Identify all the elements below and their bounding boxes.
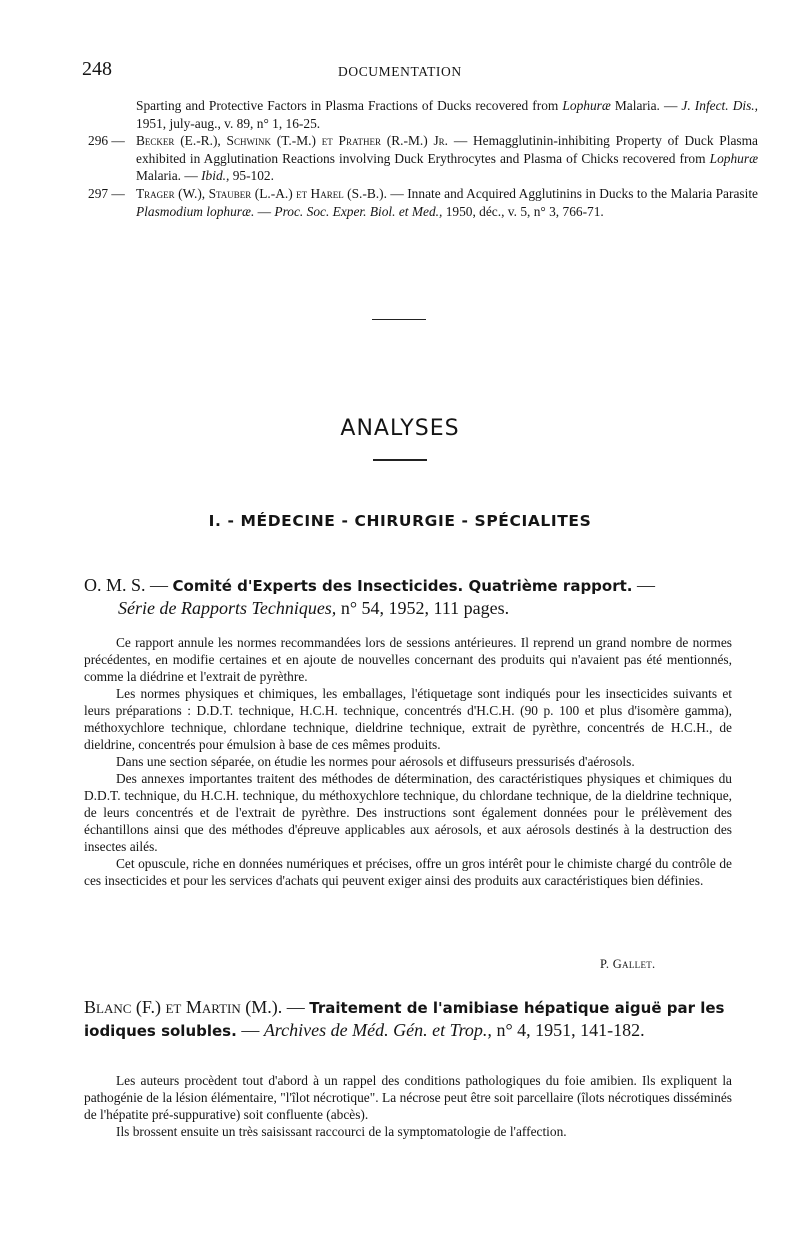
entry-abstract xyxy=(84,634,732,889)
reference-authors: Becker (E.-R.), Schwink (T.-M.) et Prather (R.-M.) Jr. xyxy=(136,133,449,149)
reference-continuation: Sparting and Protective Factors in Plasma Fractions of Ducks recovered from Lophuræ Malaria. — J. Infect. Dis., 1951, july-aug., v. 89, n° 1, 16-25. xyxy=(136,98,758,131)
entry-title: Comité d'Experts des Insecticides. Quatrième rapport. xyxy=(172,577,633,595)
abstract-paragraph: Dans une section séparée, on étudie les normes pour aérosols et diffuseurs pressurisés d'aérosols. xyxy=(116,754,635,769)
entry-heading: O. M. S. — Comité d'Experts des Insecticides. Quatrième rapport. — Série de Rapports Techniques, n° 54, 1952, 111 pages. xyxy=(84,575,655,618)
entry-author: O. M. S. xyxy=(84,575,146,595)
reference-authors: Trager (W.), Stauber (L.-A.) et Harel (S.-B.). xyxy=(136,185,387,201)
reference-number: 296 — xyxy=(88,133,125,149)
entry-source: Archives de Méd. Gén. et Trop., xyxy=(263,1020,492,1040)
divider-rule xyxy=(372,319,426,320)
page-number: 248 xyxy=(82,58,112,80)
section-underline xyxy=(373,459,427,461)
reference-list xyxy=(88,97,758,220)
abstract-paragraph: Les auteurs procèdent tout d'abord à un rappel des conditions pathologiques du foie amibien. Ils expliquent la pathogénie de la lésion élémentaire, "l'îlot nécrotique". La nécrose peut être soit parcellaire (îlots nécrotiques disséminés de l'hépatite pré-suppurative) soit confluente (abcès). xyxy=(84,1073,732,1122)
section-subtitle: I. - MÉDECINE - CHIRURGIE - SPÉCIALITES xyxy=(208,512,592,530)
reference-item: 296 — Becker (E.-R.), Schwink (T.-M.) et Prather (R.-M.) Jr. — Hemagglutinin-inhibiting Property of Duck Plasma exhibited in Agglutination Reactions involving Duck Erythrocytes and Plasma of Chicks recovered from Lophuræ Malaria. — Ibid., 95-102. xyxy=(88,133,758,184)
abstract-paragraph: Des annexes importantes traitent des méthodes de détermination, des caractéristiques physiques et chimiques du D.D.T. technique, du H.C.H. technique, du méthoxychlore technique, du chlordane technique, de la dieldrine technique, de leurs concentrés et de l'extrait de pyrèthre. Des instructions sont également données pour le prélèvement des échantillons ainsi que des méthodes d'épreuve applicables aux aérosols, et aux aérosols destinés à la destruction des insectes ailés. xyxy=(84,771,732,854)
running-head: DOCUMENTATION xyxy=(338,64,462,79)
abstract-paragraph: Ils brossent ensuite un très saisissant raccourci de la symptomatologie de l'affection. xyxy=(116,1124,567,1139)
abstract-paragraph: Cet opuscule, riche en données numériques et précises, offre un gros intérêt pour le chimiste chargé du contrôle de ces insecticides et pour les services d'achats qui peuvent exiger ainsi des produits aux caractéristiques bien définies. xyxy=(84,856,732,888)
entry-source: Série de Rapports Techniques, xyxy=(118,598,337,618)
reference-item: 297 — Trager (W.), Stauber (L.-A.) et Harel (S.-B.). — Innate and Acquired Agglutinins in Ducks to the Malaria Parasite Plasmodium lophuræ. — Proc. Soc. Exper. Biol. et Med., 1950, déc., v. 5, n° 3, 766-71. xyxy=(88,185,758,219)
abstract-paragraph: Ce rapport annule les normes recommandées lors de sessions antérieures. Il reprend un grand nombre de normes précédentes, en modifie certaines et en ajoute de nouvelles concernant des produits qui n'avaient pas été mentionnés, comme la diédrine et l'extrait de pyrèthre. xyxy=(84,635,732,684)
entry-author: Blanc (F.) et Martin (M.). xyxy=(84,997,283,1017)
entry-title: Traitement de l'amibiase hépatique aiguë par les iodiques solubles. xyxy=(84,999,725,1040)
reference-number: 297 — xyxy=(88,185,125,201)
signature: P. Gallet. xyxy=(600,957,656,971)
entry-heading: Blanc (F.) et Martin (M.). — Traitement de l'amibiase hépatique aiguë par les iodiques solubles. — Archives de Méd. Gén. et Trop., n° 4, 1951, 141-182. xyxy=(84,997,725,1040)
section-title: ANALYSES xyxy=(340,416,460,441)
abstract-paragraph: Les normes physiques et chimiques, les emballages, l'étiquetage sont indiqués pour les insecticides suivants et leurs préparations : D.D.T. technique, H.C.H. technique, concentrés d'H.C.H. (90 p. 100 et plus d'isomère gamma), méthoxychlore technique, chlordane technique, dieldrine technique, extrait de pyrèthre, concentrés de H.C.H., de dieldrine, concentrés pour émulsion à base de ces mêmes produits. xyxy=(84,686,732,752)
entry-abstract xyxy=(84,1072,732,1140)
